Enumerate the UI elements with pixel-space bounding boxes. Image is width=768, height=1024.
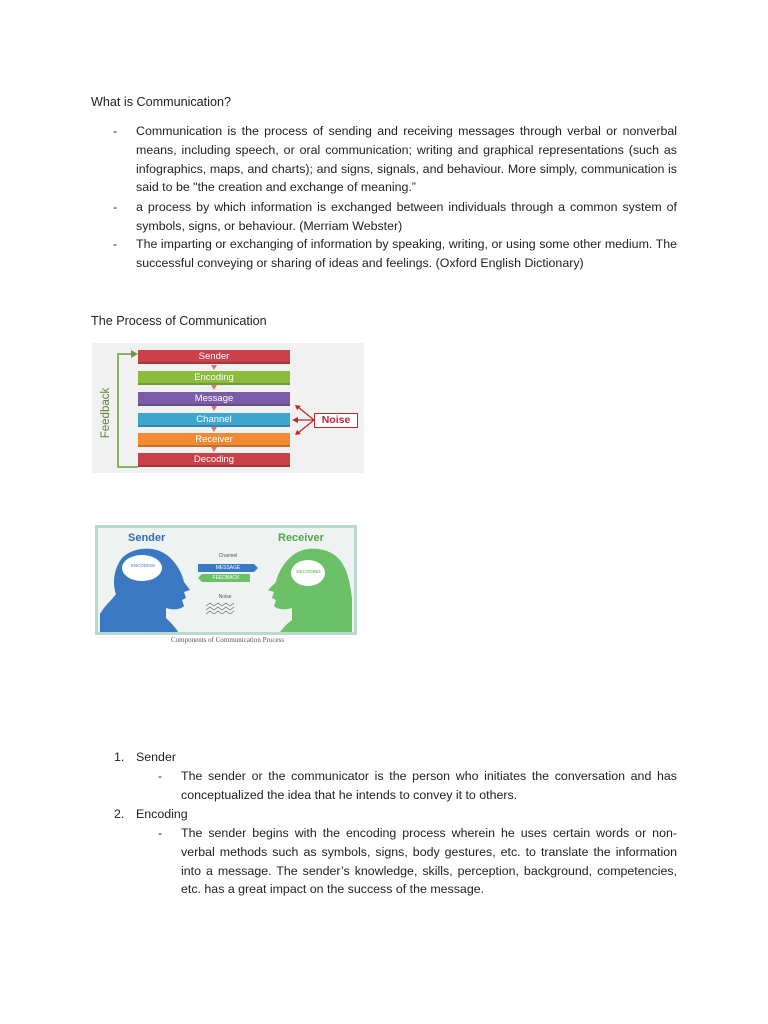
heads-diagram-caption: Components of Communication Process <box>171 636 284 644</box>
sender-description: The sender or the communicator is the person who initiates the conversation and has conceptualized the idea that he intends to convey it to others. <box>181 769 677 802</box>
definition-paragraph-2: a process by which information is exchanged between individuals through a common system of symbols, signs, or behaviour. (Merriam Webster) <box>136 200 677 233</box>
list-number-2: 2. <box>114 807 125 821</box>
sender-receiver-diagram <box>95 525 357 635</box>
feedback-label: Feedback <box>100 387 112 439</box>
message-label: MESSAGE <box>215 565 241 571</box>
list-title-encoding: Encoding <box>136 807 188 821</box>
bullet-dash: - <box>113 237 118 251</box>
feedback-arrow-label: FEEDBACK <box>212 575 240 581</box>
noise-text: Noise <box>218 594 232 600</box>
list-number-1: 1. <box>114 750 125 764</box>
definition-paragraph-3: The imparting or exchanging of information by speaking, writing, or using some other medium. The successful conveying or sharing of ideas and feelings. (Oxford English Dictionary) <box>136 237 677 270</box>
receiver-title: Receiver <box>278 532 324 544</box>
flow-step-message: Message <box>138 392 290 406</box>
list-title-sender: Sender <box>136 750 176 764</box>
definition-paragraph-1: Communication is the process of sending and receiving messages through verbal or nonverbal means, including speech, or oral communication; writing and graphical representations (such as infographics, maps, and charts); and signs, signals, and behaviour. More simply, communication is said to be "the creation and exchange of meaning.” <box>136 124 677 195</box>
decoding-label: DECODING <box>296 569 321 574</box>
flow-step-encoding: Encoding <box>138 371 290 385</box>
bullet-dash: - <box>158 769 163 783</box>
encoding-description: The sender begins with the encoding process wherein he uses certain words or non-verbal methods such as symbols, signs, body gestures, etc. to translate the information into a message. The sender’s knowledge, skills, perception, background, competencies, etc. has a great impact on the success of the message. <box>181 826 677 897</box>
bullet-dash: - <box>113 200 118 214</box>
flow-step-receiver: Receiver <box>138 433 290 447</box>
flow-step-sender: Sender <box>138 350 290 364</box>
communication-flow-diagram <box>92 343 364 473</box>
bullet-dash: - <box>113 124 118 138</box>
noise-label: Noise <box>314 413 358 428</box>
flow-step-channel: Channel <box>138 413 290 427</box>
sender-brain-bubble <box>122 555 162 581</box>
section-title-what-is-communication: What is Communication? <box>91 95 231 109</box>
bullet-dash: - <box>158 826 163 840</box>
flow-step-decoding: Decoding <box>138 453 290 467</box>
channel-label: Channel <box>218 553 238 559</box>
encoding-label: ENCODING <box>130 563 156 568</box>
noise-waves <box>206 603 234 614</box>
sender-title: Sender <box>128 532 166 544</box>
section-title-process: The Process of Communication <box>91 314 267 328</box>
